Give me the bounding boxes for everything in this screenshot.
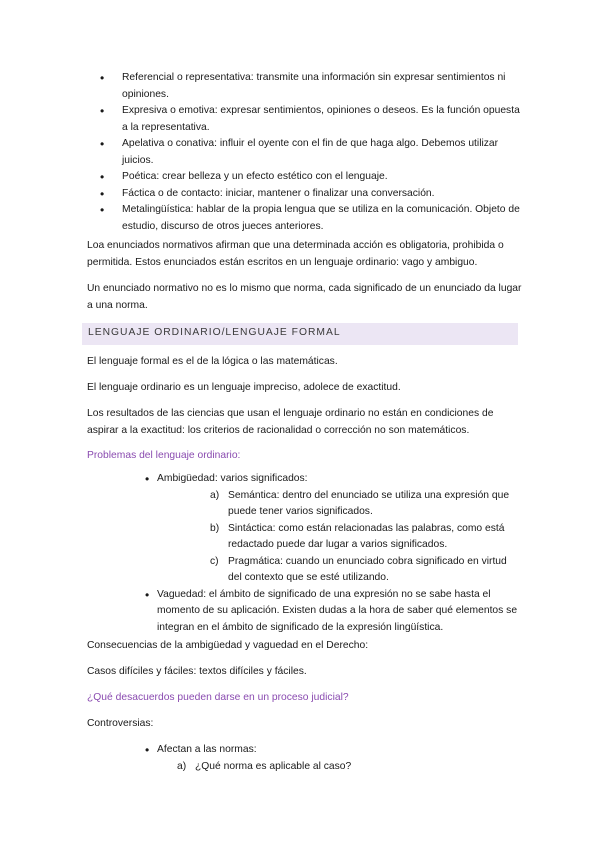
list-item: • Afectan a las normas: a) ¿Qué norma es aplicable al caso?: [145, 742, 525, 775]
paragraph-controversias: Controversias:: [87, 718, 154, 729]
list-item: • Fáctica o de contacto: iniciar, mantener o finalizar una conversación.: [100, 186, 435, 201]
paragraph-ordinario: El lenguaje ordinario es un lenguaje impreciso, adolece de exactitud.: [87, 382, 401, 393]
list-item: • Vaguedad: el ámbito de significado de una expresión no se sabe hasta el momento de su aplicación. Existen dudas a la hora de saber qué elementos se integran en el ámbito de significado de la expresión lingüística.: [145, 587, 518, 633]
bullet-icon: •: [100, 104, 105, 118]
list-item: • Referencial o representativa: transmite una información sin expresar sentimientos ni opiniones.: [100, 71, 506, 100]
list-item: c) Pragmática: cuando un enunciado cobra significado en virtud del contexto que se esté utilizando.: [210, 555, 507, 583]
list-item: • Metalingüística: hablar de la propia lengua que se utiliza en la comunicación. Objeto de estudio, discurso de otros jueces anteriores.: [100, 203, 520, 232]
paragraph-resultados: Los resultados de las ciencias que usan el lenguaje ordinario no están en condiciones de aspirar a la exactitud: los criterios de racionalidad o corrección no son matemáticos.: [87, 408, 494, 436]
paragraph-norma: Un enunciado normativo no es lo mismo que norma, cada significado de un enunciado da lugar a una norma.: [87, 283, 522, 311]
list-item: b) Sintáctica: como están relacionadas las palabras, como está redactado puede dar lugar a varios significados.: [210, 522, 505, 550]
bullet-icon: •: [100, 203, 105, 217]
list-item: a) ¿Qué norma es aplicable al caso?: [177, 760, 352, 772]
controversies-list: [145, 742, 525, 775]
bullet-icon: •: [145, 743, 150, 757]
ambiguity-types-list: [210, 488, 518, 587]
paragraph-enunciados: Loa enunciados normativos afirman que una determinada acción es obligatoria, prohibida o permitida. Estos enunciados están escritos en un lenguaje ordinario: vago y ambiguo.: [87, 240, 504, 268]
bullet-icon: •: [100, 186, 105, 201]
paragraph-casos: Casos difíciles y fáciles: textos difíciles y fáciles.: [87, 666, 307, 677]
bullet-icon: •: [145, 587, 150, 602]
list-item: • Expresiva o emotiva: expresar sentimientos, opiniones o deseos. Es la función opuesta a la representativa.: [100, 104, 520, 133]
bullet-icon: •: [145, 472, 150, 486]
bullet-icon: •: [100, 71, 105, 85]
subheading-desacuerdos: ¿Qué desacuerdos pueden darse en un proceso judicial?: [87, 692, 349, 703]
section-heading: [82, 323, 518, 345]
section-heading-text: LENGUAJE ORDINARIO/LENGUAJE FORMAL: [88, 327, 341, 338]
paragraph-consecuencias: Consecuencias de la ambigüedad y vaguedad en el Derecho:: [87, 640, 369, 651]
problems-list: [145, 471, 525, 636]
list-item: • Apelativa o conativa: influir el oyente con el fin de que haga algo. Debemos utilizar juicios.: [100, 137, 499, 166]
list-item: a) Semántica: dentro del enunciado se utiliza una expresión que puede tener varios significados.: [210, 489, 510, 517]
paragraph-formal: El lenguaje formal es el de la lógica o las matemáticas.: [87, 356, 338, 367]
subheading-problemas: Problemas del lenguaje ordinario:: [87, 450, 241, 461]
language-functions-list: [100, 70, 520, 235]
list-item: • Poética: crear belleza y un efecto estético con el lenguaje.: [100, 170, 388, 184]
norms-questions-list: [177, 759, 495, 776]
list-item: • Ambigüedad: varios significados: a) Semántica: dentro del enunciado se utiliza una expresión que puede tener varios significados. b) Sintáctica: como están relacionadas las palabras, como está redactado puede dar lugar a varios significados. c) Pragmática: cuando un enunciado cobra significado en virtud del contexto que se esté utilizando.: [145, 471, 525, 587]
bullet-icon: •: [100, 137, 105, 151]
bullet-icon: •: [100, 170, 105, 184]
